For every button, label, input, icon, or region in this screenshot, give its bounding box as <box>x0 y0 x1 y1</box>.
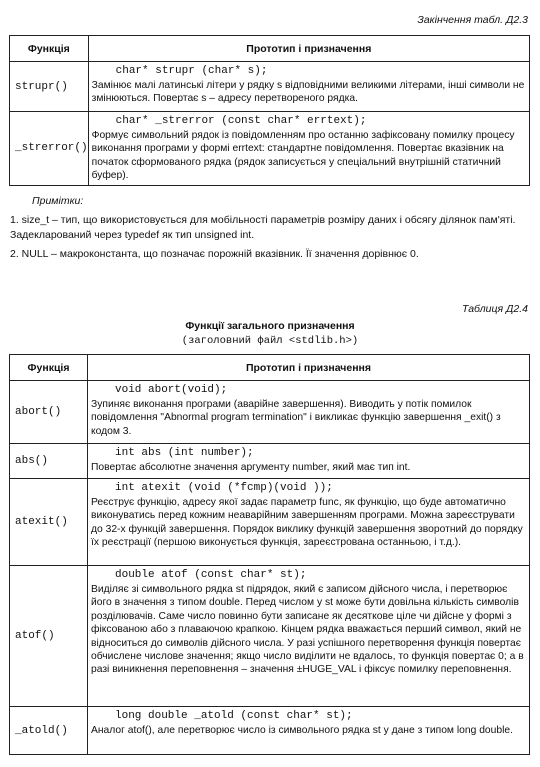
function-description-cell <box>88 112 529 186</box>
function-name: abort() <box>10 381 88 444</box>
table-row <box>10 62 530 112</box>
table-caption: Закінчення табл. Д2.3 <box>417 14 528 26</box>
function-name: atexit() <box>10 479 88 566</box>
note-item: 1. size_t – тип, що використовується для мобільності параметрів розміру даних і обсягу ділянок пам'яті. Задекларований через typedef як тип unsigned int. <box>10 214 516 241</box>
table-caption: Таблиця Д2.4 <box>462 303 528 315</box>
table-row <box>10 479 530 566</box>
function-name: abs() <box>10 444 88 479</box>
functions-table-d2-4 <box>9 354 530 755</box>
table-row <box>10 381 530 444</box>
table-row <box>10 444 530 479</box>
functions-table-d2-3 <box>9 35 530 186</box>
function-description-cell <box>88 566 530 707</box>
function-prototype: char* _strerror (const char* errtext); <box>115 115 367 127</box>
function-description: Формує символьний рядок із повідомленням про останню зафіксовану помилку процесу виконання програми у формі errtext: стандартне повідомлення. Повертає вказівник на початок сформованого рядка (рядок записується у спеціальний внутрішній статичний буфер). <box>91 130 515 182</box>
table-row <box>10 112 530 186</box>
function-description: Зупиняє виконання програми (аварійне завершення). Виводить у потік помилок повідомлення "Abnormal program termination" і викликає функцію завершення _exit() з кодом 3. <box>91 399 501 437</box>
header-function: Функція <box>10 36 89 62</box>
table-subtitle-text: (заголовний файл <stdlib.h>) <box>181 335 359 347</box>
table-row <box>10 566 530 707</box>
function-prototype: int atexit (void (*fcmp)(void )); <box>115 482 333 494</box>
header-function: Функція <box>10 355 88 381</box>
function-description-cell <box>88 62 529 112</box>
function-name: _atold() <box>10 707 88 755</box>
function-description-cell <box>88 707 530 755</box>
function-name: strupr() <box>10 62 89 112</box>
function-prototype: char* strupr (char* s); <box>115 65 268 77</box>
function-description-cell <box>88 381 530 444</box>
function-description: Повертає абсолютне значення аргументу number, який має тип int. <box>91 462 411 473</box>
function-description: Виділяє зі символьного рядка st підрядок, який є записом дійсного числа, і перетворює його в значення з типом double. Перед числом у st може бути довільна кількість символів розділювачів. Саме число повинно бути записане як десяткове ціле чи дійсне у формі з фіксованою або з плаваючою крапкою. Кінцем рядка вважається перший символ, який не відноситься до символів дійсного числа. У разі успішного перетворення функція повертає обчислене числове значення; якщо число виділити не вдалось, то функція повертає 0; а в разі виникнення переповнення – значення ±HUGE_VAL і фіксує помилку переповнення. <box>91 584 524 676</box>
header-prototype: Прототип і призначення <box>88 355 530 381</box>
notes-section <box>10 195 530 262</box>
function-description: Реєструє функцію, адресу якої задає параметр func, як функцію, що буде автоматично виконуватись перед кожним неаварійним завершенням програми. Можна зареєструвати до 32-х функцій завершення. Порядок виклику функцій завершення зворотний до порядку їх реєстрації (першою виконується функція, зареєстрована останньою, і т.д.). <box>91 497 523 549</box>
note-item: 2. NULL – макроконстанта, що позначає порожній вказівник. Її значення дорівнює 0. <box>10 248 419 260</box>
function-description-cell <box>88 479 530 566</box>
function-name: _strerror() <box>10 112 89 186</box>
table-title: Функції загального призначення <box>185 320 355 332</box>
function-description: Замінює малі латинські літери у рядку s відповідними великими літерами, інші символи не змінюються. Повертає s – адресу перетвореного рядка. <box>91 80 525 105</box>
function-prototype: long double _atold (const char* st); <box>115 710 353 722</box>
function-prototype: double atof (const char* st); <box>115 569 307 581</box>
function-description-cell <box>88 444 530 479</box>
table-subtitle <box>0 333 540 348</box>
function-prototype: void abort(void); <box>115 384 228 396</box>
function-description: Аналог atof(), але перетворює число із символьного рядка st у дане з типом long double. <box>91 725 513 736</box>
notes-heading: Примітки: <box>32 195 84 207</box>
function-name: atof() <box>10 566 88 707</box>
table-row <box>10 707 530 755</box>
function-prototype: int abs (int number); <box>115 447 254 459</box>
header-prototype: Прототип і призначення <box>88 36 529 62</box>
